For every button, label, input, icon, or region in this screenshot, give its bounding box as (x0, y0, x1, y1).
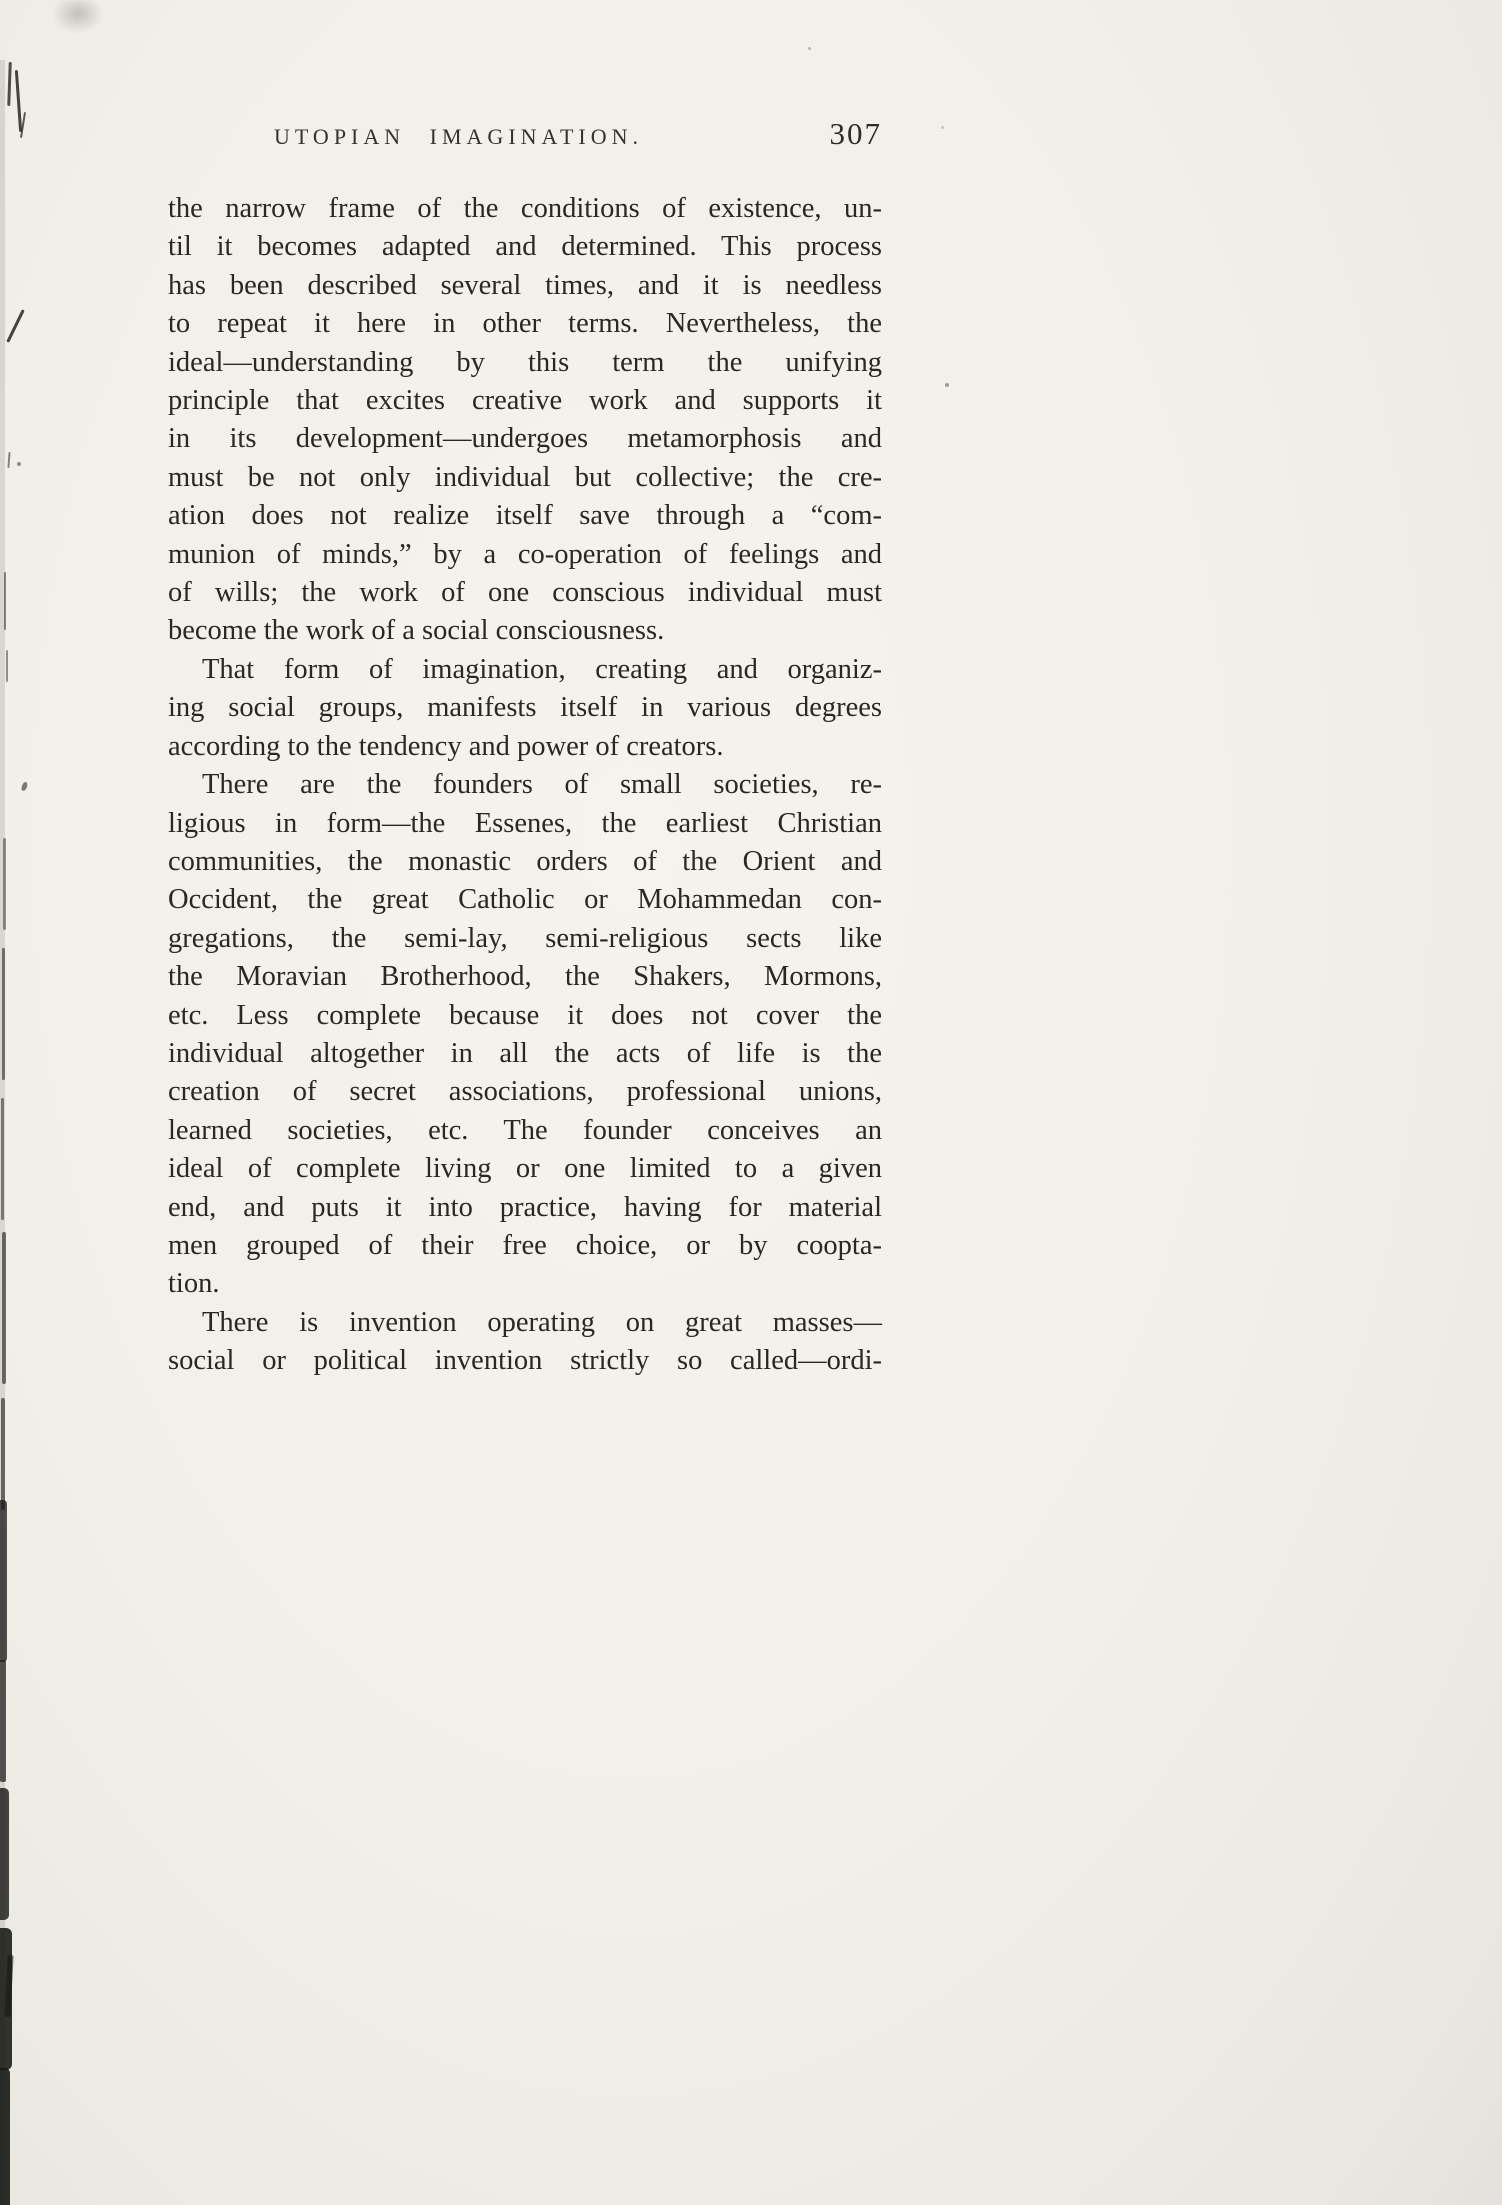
running-head-title: UTOPIAN IMAGINATION. (274, 124, 644, 149)
text-line: the Moravian Brotherhood, the Shakers, Mormons, (168, 961, 882, 993)
text-line: to repeat it here in other terms. Nevertheless, the (168, 308, 882, 340)
text-line: etc. Less complete because it does not cover the (168, 999, 882, 1031)
scan-artifact (0, 2068, 10, 2205)
text-line: There are the founders of small societies, re- (202, 769, 882, 801)
text-line: social or political invention strictly so called—ordi- (168, 1345, 882, 1377)
text-block (168, 190, 882, 1381)
scan-artifact (3, 838, 6, 930)
scan-artifact (2, 948, 5, 1080)
text-line: gregations, the semi-lay, semi-religious sects like (168, 922, 882, 954)
scan-artifact (21, 781, 29, 791)
text-line: in its development—undergoes metamorphosis and (168, 423, 882, 455)
text-line: til it becomes adapted and determined. This process (168, 231, 882, 263)
text-line: Occident, the great Catholic or Mohammedan con- (168, 884, 882, 916)
text-line: That form of imagination, creating and organiz- (202, 653, 882, 685)
text-line: become the work of a social consciousness. (168, 615, 665, 647)
scan-artifact (808, 47, 811, 50)
page-header (168, 116, 882, 160)
scan-artifact (945, 383, 949, 387)
scan-artifact (4, 572, 6, 630)
scan-artifact (0, 1660, 6, 1782)
text-line: the narrow frame of the conditions of existence, un- (168, 193, 882, 224)
text-line: communities, the monastic orders of the Orient and (168, 845, 882, 877)
paragraph (168, 651, 882, 766)
page-number: 307 (829, 116, 882, 151)
text-line: ideal—understanding by this term the unifying (168, 346, 882, 378)
scan-artifact (7, 452, 10, 468)
text-line: ideal of complete living or one limited to a given (168, 1153, 882, 1185)
scan-artifact (1, 1098, 4, 1220)
text-line: creation of secret associations, professional unions, (168, 1076, 882, 1108)
text-line: munion of minds,” by a co-operation of feelings and (168, 538, 882, 570)
text-line: ation does not realize itself save through a “com- (168, 500, 882, 532)
scan-artifact (1, 1398, 5, 1510)
scan-artifact (6, 650, 8, 682)
scan-artifact (17, 462, 21, 466)
paragraph (168, 1304, 882, 1381)
text-line: learned societies, etc. The founder conceives an (168, 1114, 882, 1146)
paragraph (168, 766, 882, 1304)
scan-artifact (2, 1232, 6, 1384)
text-line: tion. (168, 1268, 220, 1300)
scan-artifact (7, 62, 12, 106)
scan-artifact (6, 309, 24, 343)
scan-artifact (0, 1788, 9, 1920)
text-line: of wills; the work of one conscious individual must (168, 577, 882, 609)
text-line: ligious in form—the Essenes, the earliest Christian (168, 807, 882, 839)
text-line: ing social groups, manifests itself in various degrees (168, 692, 882, 724)
text-line: individual altogether in all the acts of life is the (168, 1037, 882, 1069)
text-line: has been described several times, and it is needless (168, 269, 882, 301)
text-line: men grouped of their free choice, or by coopta- (168, 1229, 882, 1261)
paragraph (168, 190, 882, 651)
text-line: There is invention operating on great masses— (202, 1306, 882, 1338)
scan-smudge (52, 0, 104, 34)
text-line: principle that excites creative work and supports it (168, 385, 882, 417)
text-line: end, and puts it into practice, having for material (168, 1191, 882, 1223)
text-line: according to the tendency and power of creators. (168, 730, 724, 762)
scan-artifact (0, 1500, 7, 1662)
scan-artifact (15, 70, 22, 132)
scan-artifact (941, 126, 944, 129)
text-line: must be not only individual but collective; the cre- (168, 461, 882, 493)
